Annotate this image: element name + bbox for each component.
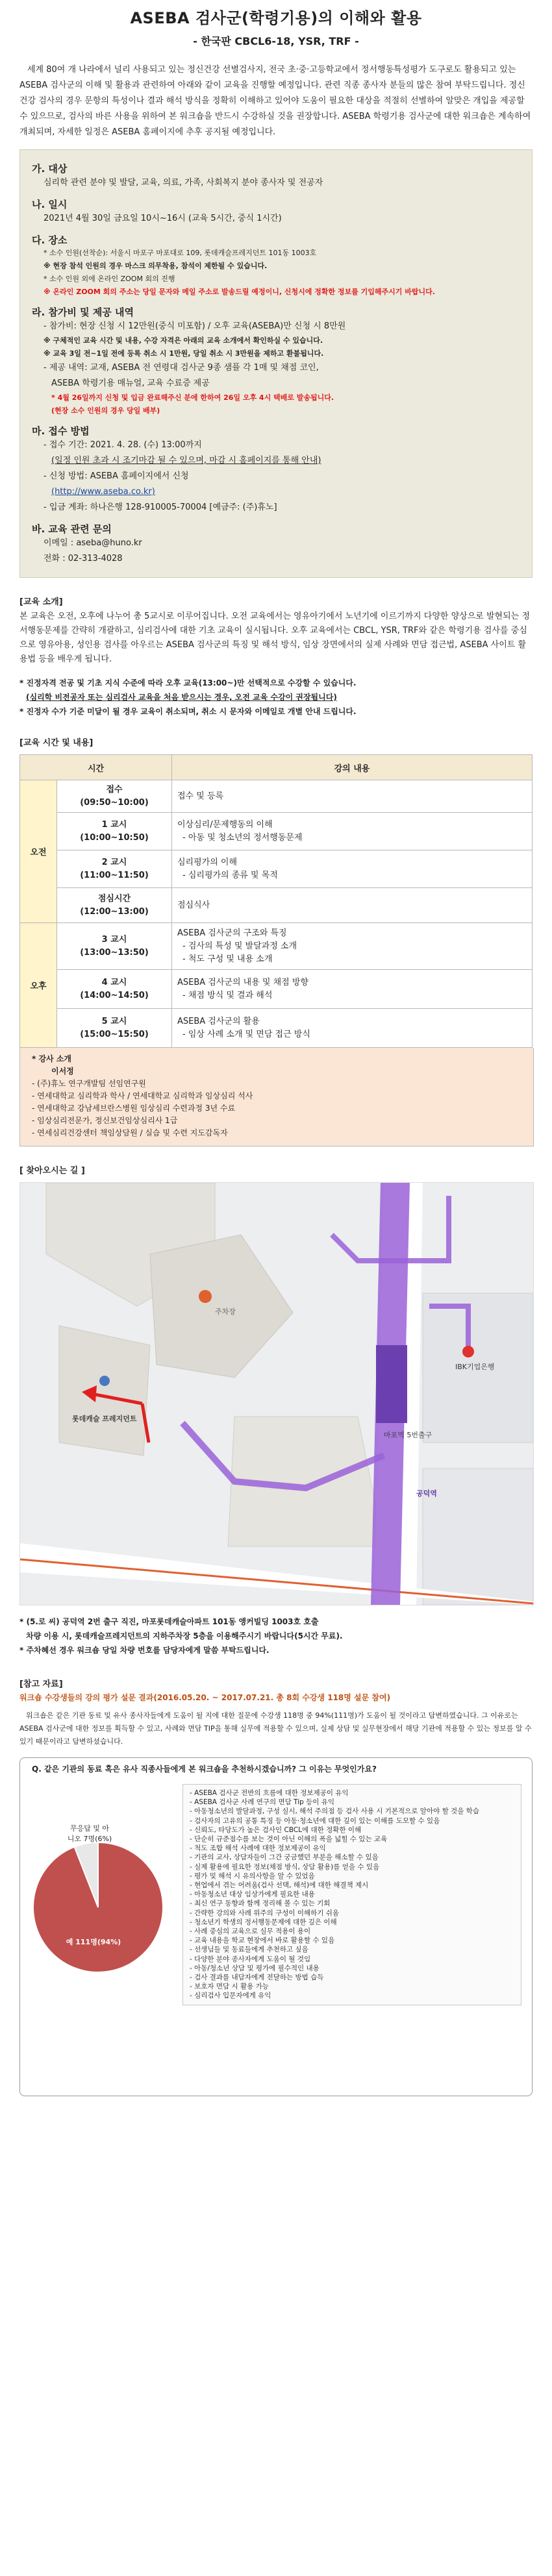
education-note-3: * 진정자 수가 기준 미달이 될 경우 교육이 취소되며, 취소 시 문자와 이메일로 개별 안내 드립니다. (19, 707, 357, 716)
pie-label-no: 무응답 및 아니오 7명(6%) (67, 1824, 112, 1843)
reference-heading: [참고 자료] (19, 1679, 63, 1689)
slot-time: (14:00~14:50) (80, 990, 149, 1000)
fee-line-4: - 제공 내역: 교재, ASEBA 전 연령대 검사군 9종 샘플 각 1매 및 채점 코인, (44, 363, 319, 373)
table-row (20, 850, 533, 888)
education-notes (19, 676, 533, 719)
reference-text: 워크숍은 같은 기관 동료 및 유사 종사자들에게 도움이 될 지에 대한 질문에 수강생 118명 중 94%(111명)가 도움이 될 것이라고 답변하였습니다. 그 이유로는 ASEBA 검사군에 대한 정보를 획득할 수 있고, 사례와 면담 TIP을 통해 실무에 적용할 수 있으며, 실제 상담 및 실무현장에서 해당 기관에 적용할 수 있는 정보를 알 수 있기 때문이라고 답변하셨습니다. (19, 1711, 532, 1746)
map-note-2: 차량 이용 시, 롯데캐슬프레지던트의 지하주차장 5층을 이용해주시기 바랍니다(5시간 무료). (26, 1631, 343, 1641)
list-item: - ASEBA 검사군 사례 연구의 면담 Tip 등이 유익 (190, 1798, 335, 1807)
place-line-3: * 소수 인원 외에 온라인 ZOOM 회의 진행 (44, 275, 175, 283)
content-line: - 심리평가의 종류 및 목적 (182, 870, 278, 880)
list-item: - 사례 중심의 교육으로 실무 적용이 용이 (190, 1927, 311, 1936)
instructor-heading: * 강사 소개 (32, 1054, 71, 1063)
intro-text: 세계 80여 개 나라에서 널리 사용되고 있는 정신건강 선별검사지, 전국 초·중·고등학교에서 정서행동특성평가 도구로도 활용되고 있는 ASEBA 검사군의 이해 및 활용과 관련하여 아래와 같이 교육을 진행할 예정입니다. 관련 직종 종사자 분들의 많은 참여 부탁드립니다. 정신건강 검사의 경우 문항의 특성이나 결과 해석 방식을 정확히 이해하고 있어야 도움이 필요한 대상을 적절히 선별하여 알맞은 개입을 제공할 수 있으므로, 검사의 바른 사용을 위하여 본 워크숍을 반드시 수강하실 것을 권장합니다. ASEBA 학령기용 검사군에 대한 워크숍은 계속하여 개최되며, 자세한 일정은 ASEBA 홈페이지에 추후 공지될 예정입니다. (19, 65, 531, 137)
contact-phone: 전화 : 02-313-4028 (44, 554, 123, 564)
slot-label: 3 교시 (101, 934, 127, 945)
list-item: - 교육 내용을 학교 현장에서 바로 활용할 수 있음 (190, 1937, 335, 1945)
method-line-3: - 신청 방법: ASEBA 홈페이지에서 신청 (44, 471, 189, 481)
list-item: - 평가 및 해석 시 유의사항을 알 수 있었음 (190, 1872, 315, 1880)
col-content-header: 강의 내용 (172, 755, 533, 780)
education-note-1: * 진정자격 전공 및 기초 지식 수준에 따라 오후 교육(13:00~)만 선택적으로 수강할 수 있습니다. (19, 678, 357, 687)
map-note-1: * (5.로 씨) 공덕역 2번 출구 직진, 마포롯데캐슬아파트 101동 앵커빌딩 1003호 호출 (19, 1617, 319, 1626)
instructor-name: 이서정 (51, 1067, 74, 1076)
contact-email[interactable]: 이메일 : aseba@huno.kr (44, 538, 142, 548)
table-row (20, 970, 533, 1009)
list-item: - 신뢰도, 타당도가 높은 검사인 CBCL에 대한 정확한 이해 (190, 1826, 362, 1834)
list-item: - 아동/청소년 상담 및 평가에 필수적인 내용 (190, 1964, 320, 1972)
list-item: - 현업에서 겪는 어려움(검사 선택, 해석)에 대한 해결책 제시 (190, 1881, 369, 1890)
content-line: - 척도 구성 및 내용 소개 (182, 954, 273, 964)
method-line-2: (일정 인원 초과 시 조기마감 될 수 있으며, 마감 시 홈페이지를 통해 안내) (51, 456, 321, 465)
slot-time: (09:50~10:00) (80, 797, 149, 808)
map-label-parking: 주차장 (215, 1307, 236, 1316)
col-time-header: 시간 (20, 755, 172, 780)
method-heading: 마. 접수 방법 (32, 425, 90, 437)
instructor-line: - 연세대학교 강남세브란스병원 임상심리 수련과정 3년 수료 (32, 1104, 236, 1113)
map-label-station: 공덕역 (416, 1489, 437, 1498)
list-item: - 검사자의 고유의 공통 특징 등 아동·청소년에 대한 깊이 있는 이해를 도모할 수 있음 (190, 1816, 440, 1825)
table-row (20, 888, 533, 923)
map-note-3: * 주차혜선 경우 워크숍 당일 차량 번호를 담당자에게 말씀 부탁드립니다. (19, 1646, 270, 1655)
instructor-box (19, 1048, 534, 1146)
survey-box (19, 1757, 533, 2096)
pie-label-yes: 예 111명(94%) (66, 1938, 121, 1946)
slot-label: 점심시간 (97, 893, 131, 904)
info-box (19, 149, 533, 578)
list-item: - 검사 결과를 내담자에게 전달하는 방법 습득 (190, 1974, 324, 1982)
content-line: - 아동 및 청소년의 정서행동문제 (182, 832, 303, 843)
table-row (20, 780, 533, 813)
slot-time: (12:00~13:00) (80, 906, 149, 917)
fee-line-1: - 참가비: 현장 신청 시 12만원(중식 미포함) / 오후 교육(ASEBA)만 신청 시 8만원 (44, 321, 346, 331)
place-line-2: ※ 현장 참석 인원의 경우 마스크 의무착용, 참석이 제한될 수 있습니다. (44, 262, 268, 270)
slot-time: (11:00~11:50) (80, 870, 149, 880)
survey-question: Q. 같은 기관의 동료 혹은 유사 직종사들에게 본 워크숍을 추천하시겠습니까? 그 이유는 무엇인가요? (32, 1765, 377, 1774)
pie-slice-0 (33, 1842, 163, 1972)
page-title: ASEBA 검사군(학령기용)의 이해와 활용 (130, 9, 422, 27)
content-line: 접수 및 등록 (177, 791, 224, 801)
table-row (20, 813, 533, 850)
list-item: - 아동청소년의 발달과정, 구성 실시, 해석 주의점 등 검사 사용 시 기본적으로 알아야 할 것을 학습 (190, 1807, 479, 1816)
fee-line-6: * 4월 26일까지 신청 및 입금 완료해주신 분에 한하여 26일 오후 4시 택배로 발송됩니다. (51, 393, 334, 402)
content-line: 심리평가의 이해 (177, 857, 238, 867)
contact-heading: 바. 교육 관련 문의 (32, 523, 112, 535)
list-item: - 보호자 면담 시 활용 가능 (190, 1983, 269, 1991)
list-item: - 기관의 교사, 상담자들이 그간 궁금했던 부분을 해소할 수 있음 (190, 1853, 379, 1862)
list-item: - 아동청소년 대상 임상가에게 필요한 내용 (190, 1890, 315, 1899)
target-text: 심리학 관련 분야 및 발달, 교육, 의료, 가족, 사회복지 분야 종사자 및 전공자 (44, 178, 323, 188)
map-label-bank: IBK기업은행 (455, 1363, 495, 1371)
target-heading: 가. 대상 (32, 163, 68, 175)
slot-label: 4 교시 (101, 977, 127, 987)
content-line: - 검사의 특성 및 발달과정 소개 (182, 941, 297, 951)
list-item: - 선생님들 및 동료들에게 추천하고 싶음 (190, 1946, 308, 1954)
slot-time: (10:00~10:50) (80, 832, 149, 843)
map-notes (19, 1615, 533, 1657)
method-line-5: - 입금 계좌: 하나은행 128-910005-70004 [예금주: (주)휴노] (44, 502, 277, 512)
content-line: ASEBA 검사군의 활용 (177, 1016, 260, 1026)
slot-time: (15:00~15:50) (80, 1029, 149, 1039)
content-line: - 채점 방식 및 결과 해석 (182, 990, 273, 1000)
table-row (20, 923, 533, 970)
date-text: 2021년 4월 30일 금요일 10시~16시 (교육 5시간, 중식 1시간) (44, 214, 282, 223)
content-line: 점심식사 (177, 900, 210, 910)
date-heading: 나. 일시 (32, 199, 68, 210)
slot-time: (13:00~13:50) (80, 947, 149, 958)
place-line-1: * 소수 인원(선착순): 서울시 마포구 마포대로 109, 롯데캐슬프레지던트 101동 1003호 (44, 249, 317, 257)
list-item: - ASEBA 검사군 전반의 흐름에 대한 정보제공이 유익 (190, 1789, 349, 1797)
place-line-4: ※ 온라인 ZOOM 회의 주소는 당일 문자와 메일 주소로 발송드릴 예정이니, 신청시에 정확한 정보를 기입해주시기 바랍니다. (44, 288, 435, 296)
method-line-1: - 접수 기간: 2021. 4. 28. (수) 13:00까지 (44, 440, 202, 450)
survey-reasons-list (182, 1784, 521, 2005)
map-heading: [ 찾아오시는 길 ] (19, 1166, 85, 1176)
content-line: ASEBA 검사군의 내용 및 채점 방향 (177, 977, 308, 987)
education-text: 본 교육은 오전, 오후에 나누어 총 5교시로 이루어집니다. 오전 교육에서는 영유아기에서 노년기에 이르기까지 다양한 양상으로 발현되는 정서행동문제를 간략히 개괄하고, 심리검사에 대한 기초 교육이 실시됩니다. 오후 교육에서는 CBCL, YSR, TRF와 같은 학령기용 검사를 중심으로 영유아용, 성인용 검사를 아우르는 ASEBA 검사군의 특징 및 해석 방식, 임상 장면에서의 실제 사례와 면담 접근법, ASEBA 사이트 활용법 등을 배우게 됩니다. (19, 612, 530, 664)
fee-line-2: ※ 구체적인 교육 시간 및 내용, 수강 자격은 아래의 교육 소개에서 확인하실 수 있습니다. (44, 336, 323, 345)
reference-subtitle: 워크숍 수강생들의 강의 평가 설문 결과(2016.05.20. ~ 2017.07.21. 총 8회 수강생 118명 설문 참여) (19, 1693, 391, 1702)
instructor-line: - 임상심리전문가, 정신보건임상심리사 1급 (32, 1116, 178, 1125)
education-note-2: (심리학 비전공자 또는 심리검사 교육을 처음 받으시는 경우, 오전 교육 수강이 권장됩니다) (26, 693, 337, 702)
list-item: - 간략한 강의와 사례 위주의 구성이 이해하기 쉬움 (190, 1909, 340, 1917)
place-heading: 다. 장소 (32, 234, 68, 246)
map-label-building: 롯데캐슬 프레지던트 (72, 1415, 137, 1423)
list-item: - 최신 연구 동향과 함께 정리해 볼 수 있는 기회 (190, 1900, 331, 1908)
table-row (20, 1009, 533, 1048)
fee-line-7: (현장 소수 인원의 경우 당일 배부) (51, 406, 160, 415)
page-subtitle: - 한국판 CBCL6-18, YSR, TRF - (193, 35, 359, 47)
map-label-exit: 마포역 5번출구 (384, 1431, 433, 1439)
fee-heading: 라. 참가비 및 제공 내역 (32, 306, 134, 318)
aseba-homepage-link[interactable]: (http://www.aseba.co.kr) (51, 487, 155, 497)
content-line: ASEBA 검사군의 구조와 특징 (177, 928, 287, 938)
content-line: 이상심리/문제행동의 이해 (177, 819, 273, 830)
slot-label: 1 교시 (101, 819, 127, 830)
schedule-table (19, 754, 533, 1048)
instructor-line: - 연세심리건강센터 책임상담원 / 실습 및 수련 지도감독자 (32, 1128, 228, 1137)
list-item: - 척도 조합 해석 사례에 대한 정보제공이 유익 (190, 1844, 326, 1853)
education-heading: [교육 소개] (19, 597, 63, 607)
fee-line-3: ※ 교육 3일 전~1일 전에 등록 취소 시 1만원, 당일 취소 시 3만원을 제하고 환불됩니다. (44, 349, 324, 358)
list-item: - 단순히 규준점수를 보는 것이 아닌 이해의 폭을 넓힐 수 있는 교육 (190, 1835, 388, 1844)
instructor-line: - 연세대학교 심리학과 학사 / 연세대학교 심리학과 임상심리 석사 (32, 1091, 253, 1100)
list-item: - 다양한 분야 종사자에게 도움이 될 것임 (190, 1955, 311, 1963)
list-item: - 심리검사 입문자에게 유익 (190, 1992, 271, 2000)
content-line: - 임상 사례 소개 및 면담 접근 방식 (182, 1029, 310, 1039)
period-am: 오전 (20, 780, 57, 923)
schedule-heading: [교육 시간 및 내용] (19, 738, 94, 748)
list-item: - 실제 활용에 필요한 정보(채점 방식, 상담 활용)를 얻을 수 있음 (190, 1863, 380, 1871)
list-item: - 청소년기 학생의 정서행동문제에 대한 깊은 이해 (190, 1918, 337, 1926)
location-map[interactable] (19, 1182, 534, 1605)
instructor-line: - (주)휴노 연구개발팀 선임연구원 (32, 1079, 146, 1088)
slot-label: 5 교시 (101, 1016, 127, 1026)
slot-label: 2 교시 (101, 857, 127, 867)
period-pm: 오후 (20, 923, 57, 1048)
fee-line-5: ASEBA 학령기용 매뉴얼, 교육 수료증 제공 (51, 378, 210, 388)
map-drawing (20, 1183, 533, 1605)
slot-label: 접수 (106, 784, 123, 795)
page (0, 5, 552, 2576)
